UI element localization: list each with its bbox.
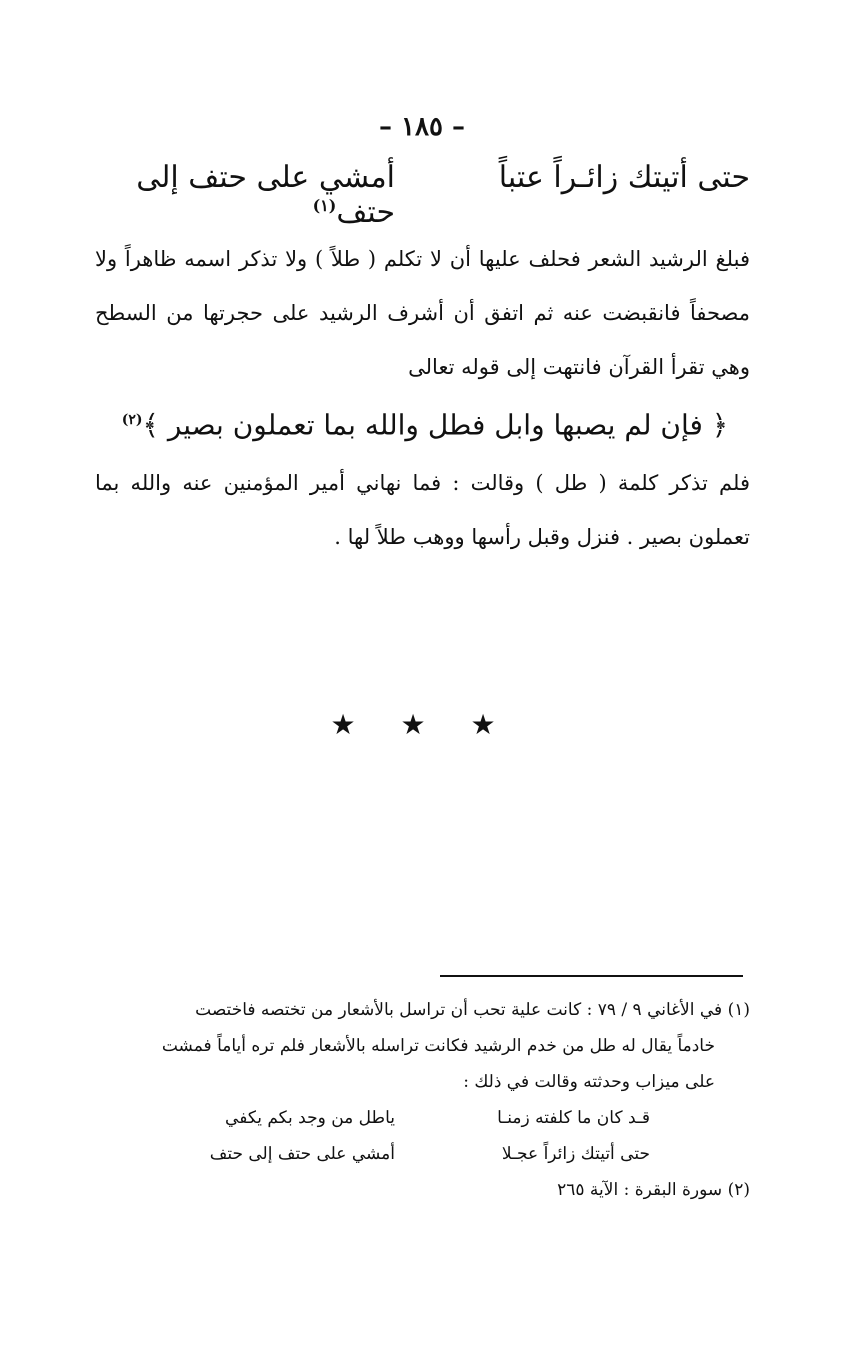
footnote-1-line-3: على ميزاب وحدثته وقالت في ذلك :: [463, 1072, 715, 1092]
footnote-ref-2: (٢): [121, 412, 143, 428]
paragraph-1: فبلغ الرشيد الشعر فحلف عليها أن لا تكلم ( طلاً ) ولا تذكر اسمه ظاهراً ولا مصحفاً فانقبضت عنه ثم اتفق أن أشرف الرشيد على حجرتها من السطح وهي تقرأ القرآن فانتهت إلى قوله تعالى: [95, 247, 750, 379]
footnote-1-line-1: (١) في الأغاني ٩ / ٧٩ : كانت علية تحب أن تراسل بالأشعار من تختصه فاختصت: [195, 1000, 750, 1020]
footnote-ref-1: (١): [312, 196, 337, 215]
poem-verse: [100, 160, 750, 230]
section-separator: ★ ★ ★: [330, 708, 514, 741]
footnote-2: (٢) سورة البقرة : الآية ٢٦٥: [557, 1180, 750, 1200]
quran-verse-text: ﴿ فإن لم يصبها وابل فطل والله بما تعملون بصير ﴾: [142, 408, 729, 442]
footnote-poem-row: [95, 1136, 750, 1172]
verse-hemistich-1: حتى أتيتك زائـراً عتباً: [498, 160, 750, 195]
footnote-poem-row: [95, 1100, 750, 1136]
page-number: – ١٨٥ –: [378, 112, 466, 142]
footnote-poem-hemistich: حتى أتيتك زائراً عجـلا: [501, 1144, 650, 1164]
paragraph-2: فلم تذكر كلمة ( طل ) وقالت : فما نهاني أمير المؤمنين عنه والله بما تعملون بصير . فنزل وقبل رأسها ووهب طلاً لها .: [95, 471, 750, 549]
footnotes: [95, 992, 750, 1208]
footnote-divider: [440, 975, 743, 977]
footnote-poem-hemistich: قـد كان ما كلفته زمنـا: [497, 1108, 650, 1128]
footnote-1-line-2: خادماً يقال له طل من خدم الرشيد فكانت تراسله بالأشعار فلم تره أياماً فمشت: [161, 1036, 715, 1056]
verse-hemistich-2: [100, 160, 395, 230]
footnote-poem-hemistich: أمشي على حتف إلى حتف: [209, 1144, 395, 1164]
verse-hemistich-2-text: أمشي على حتف إلى حتف: [136, 160, 395, 230]
quran-verse: [110, 392, 740, 453]
footnote-poem-hemistich: ياطل من وجد بكم يكفي: [225, 1108, 395, 1128]
